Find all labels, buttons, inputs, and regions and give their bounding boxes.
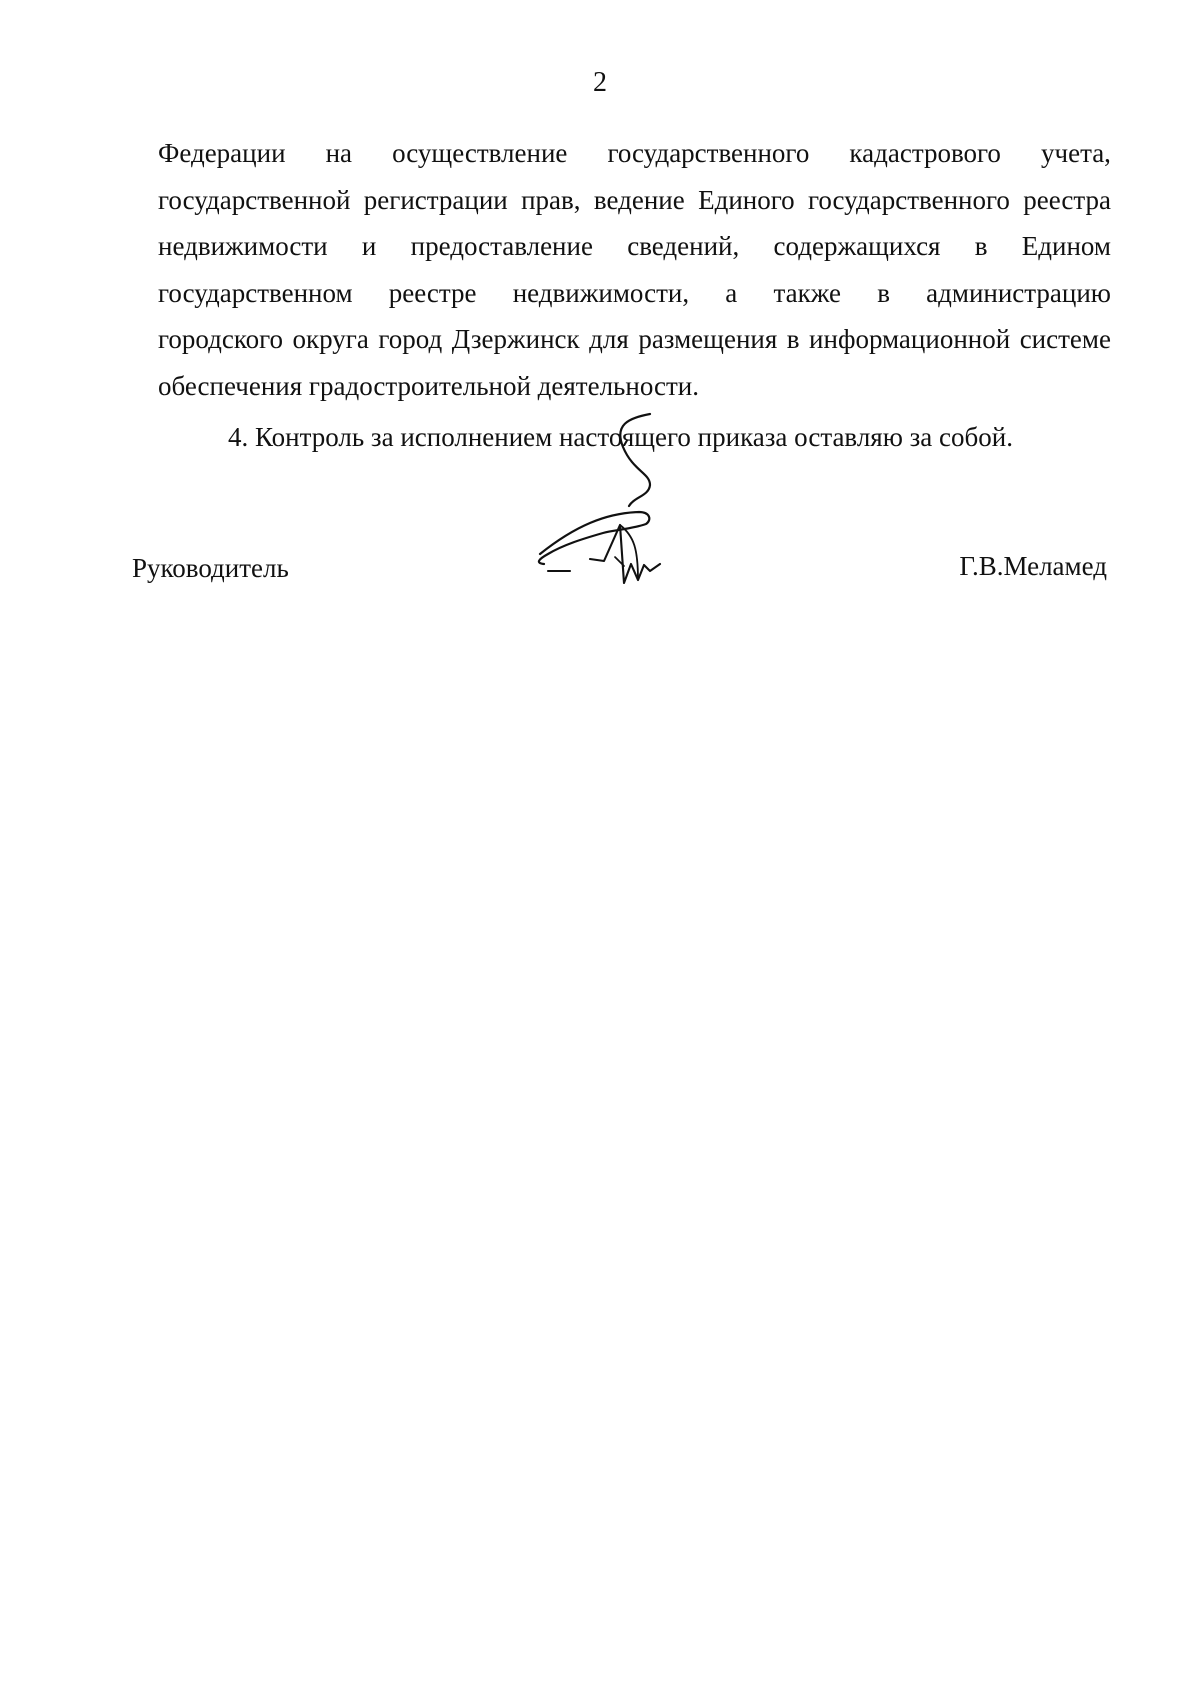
paragraph-line-3 [158, 223, 1111, 270]
paragraph-word: также [773, 277, 841, 308]
paragraph-word: информационной [809, 324, 1011, 354]
paragraph-word: Дзержинск [451, 324, 580, 354]
paragraph-word: Единого [698, 184, 795, 215]
paragraph-word: регистрации [363, 184, 508, 215]
paragraph-word: округа [292, 324, 369, 354]
paragraph-word: администрацию [926, 277, 1111, 308]
main-paragraph [158, 130, 1111, 409]
paragraph-word: в [877, 277, 890, 308]
signature-role: Руководитель [132, 553, 289, 583]
paragraph-word: город [378, 324, 443, 354]
paragraph-line-6: обеспечения градостроительной деятельности. [158, 370, 699, 401]
paragraph-word: а [725, 277, 738, 308]
paragraph-word: системе [1019, 324, 1111, 354]
paragraph-word: государственного [607, 138, 810, 168]
paragraph-line-5 [158, 316, 1111, 363]
paragraph-word: реестре [388, 277, 477, 308]
paragraph-word: учета, [1041, 138, 1111, 168]
paragraph-word: размещения [638, 324, 778, 354]
item-4-text: 4. Контроль за исполнением настоящего приказа оставляю за собой. [228, 422, 1013, 452]
paragraph-word: Едином [1021, 231, 1111, 261]
paragraph-word: прав, [521, 184, 581, 215]
paragraph-word: и [361, 231, 377, 261]
paragraph-word: Федерации [158, 138, 286, 168]
paragraph-word: в [786, 324, 800, 354]
paragraph-line-2 [158, 177, 1111, 224]
paragraph-word: сведений, [627, 231, 740, 261]
paragraph-word: осуществление [392, 138, 568, 168]
paragraph-word: недвижимости [158, 231, 328, 261]
paragraph-line-4 [158, 270, 1111, 317]
paragraph-line-1 [158, 130, 1111, 177]
paragraph-word: государственного [807, 184, 1010, 215]
paragraph-word: государственной [158, 184, 351, 215]
handwritten-signature-mark [520, 412, 690, 602]
paragraph-word: кадастрового [849, 138, 1001, 168]
signature-name: Г.В.Меламед [959, 551, 1107, 581]
paragraph-word: ведение [593, 184, 685, 215]
paragraph-word: в [974, 231, 988, 261]
paragraph-word: содержащихся [773, 231, 941, 261]
paragraph-word: городского [158, 324, 283, 354]
page-number: 2 [593, 67, 607, 98]
paragraph-word: государственном [158, 277, 353, 308]
paragraph-word: реестра [1023, 184, 1111, 215]
paragraph-word: недвижимости, [512, 277, 690, 308]
paragraph-word: на [325, 138, 353, 168]
paragraph-word: для [589, 324, 629, 354]
paragraph-word: предоставление [410, 231, 593, 261]
